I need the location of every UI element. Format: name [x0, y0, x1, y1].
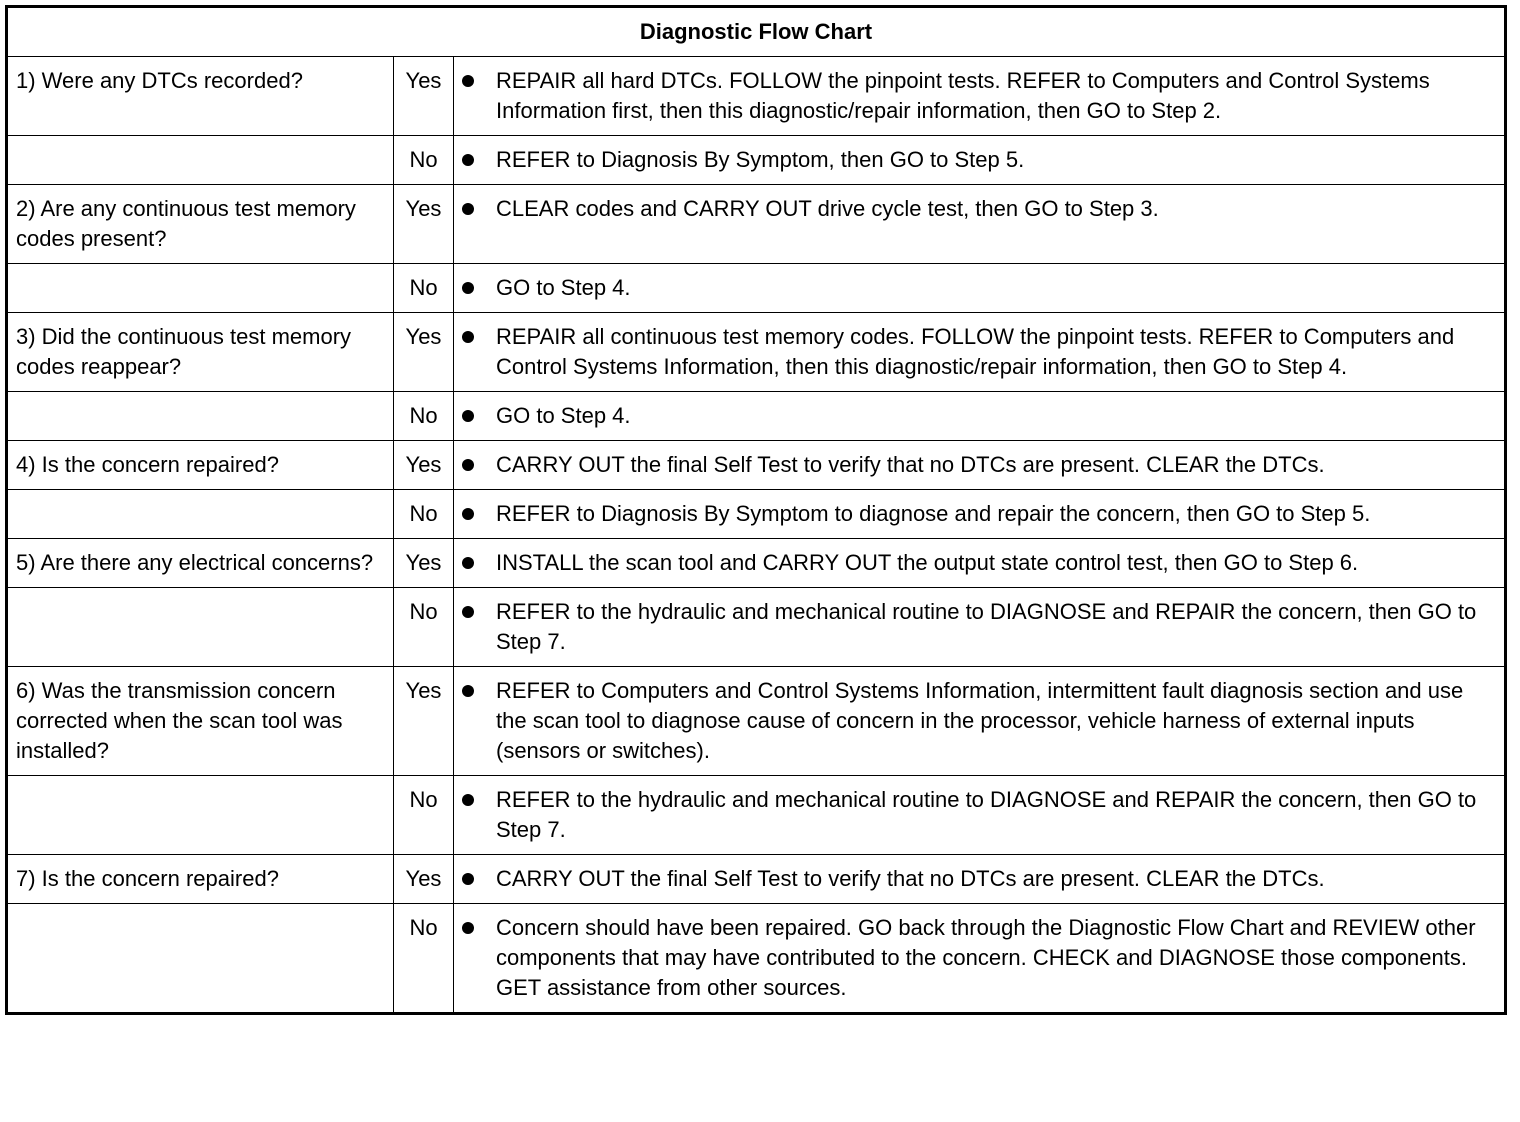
question-cell	[7, 588, 394, 667]
answer-cell: Yes	[394, 441, 454, 490]
table-row	[7, 441, 1506, 490]
action-cell	[454, 136, 1506, 185]
table-row	[7, 667, 1506, 776]
action-text: REFER to the hydraulic and mechanical routine to DIAGNOSE and REPAIR the concern, then GO to Step 7.	[496, 787, 1477, 842]
action-cell	[454, 588, 1506, 667]
action-text: CARRY OUT the final Self Test to verify that no DTCs are present. CLEAR the DTCs.	[496, 866, 1325, 891]
answer-cell: No	[394, 904, 454, 1014]
table-body	[7, 57, 1506, 1014]
question-cell: 5) Are there any electrical concerns?	[7, 539, 394, 588]
table-row	[7, 588, 1506, 667]
question-cell: 6) Was the transmission concern corrected when the scan tool was installed?	[7, 667, 394, 776]
table-row	[7, 185, 1506, 264]
action-text: GO to Step 4.	[496, 403, 631, 428]
table-row	[7, 313, 1506, 392]
action-cell	[454, 392, 1506, 441]
table-row	[7, 855, 1506, 904]
answer-cell: Yes	[394, 539, 454, 588]
answer-cell: No	[394, 136, 454, 185]
bullet-icon	[462, 410, 474, 422]
action-cell	[454, 313, 1506, 392]
action-cell	[454, 264, 1506, 313]
action-text: Concern should have been repaired. GO back through the Diagnostic Flow Chart and REVIEW other components that may have contributed to the concern. CHECK and DIAGNOSE those components. GET assistance from other sources.	[496, 915, 1476, 1000]
action-cell	[454, 904, 1506, 1014]
question-cell: 2) Are any continuous test memory codes present?	[7, 185, 394, 264]
answer-cell: No	[394, 264, 454, 313]
action-cell	[454, 185, 1506, 264]
action-cell	[454, 667, 1506, 776]
answer-cell: No	[394, 588, 454, 667]
table-row	[7, 136, 1506, 185]
bullet-icon	[462, 459, 474, 471]
action-cell	[454, 539, 1506, 588]
table-row	[7, 264, 1506, 313]
answer-cell: Yes	[394, 667, 454, 776]
action-text: GO to Step 4.	[496, 275, 631, 300]
answer-cell: Yes	[394, 855, 454, 904]
action-cell	[454, 441, 1506, 490]
question-cell: 3) Did the continuous test memory codes reappear?	[7, 313, 394, 392]
table-title: Diagnostic Flow Chart	[7, 7, 1506, 57]
table-row	[7, 57, 1506, 136]
question-cell: 1) Were any DTCs recorded?	[7, 57, 394, 136]
table-row	[7, 490, 1506, 539]
action-text: INSTALL the scan tool and CARRY OUT the output state control test, then GO to Step 6.	[496, 550, 1359, 575]
bullet-icon	[462, 922, 474, 934]
bullet-icon	[462, 154, 474, 166]
question-cell	[7, 490, 394, 539]
bullet-icon	[462, 75, 474, 87]
answer-cell: Yes	[394, 313, 454, 392]
bullet-icon	[462, 557, 474, 569]
action-text: REPAIR all hard DTCs. FOLLOW the pinpoint tests. REFER to Computers and Control Systems Information first, then this diagnostic/repair information, then GO to Step 2.	[496, 68, 1430, 123]
question-cell: 4) Is the concern repaired?	[7, 441, 394, 490]
question-cell	[7, 264, 394, 313]
answer-cell: No	[394, 392, 454, 441]
question-cell: 7) Is the concern repaired?	[7, 855, 394, 904]
bullet-icon	[462, 685, 474, 697]
diagnostic-flow-table	[5, 5, 1507, 1015]
table-row	[7, 904, 1506, 1014]
table-row	[7, 776, 1506, 855]
question-cell	[7, 136, 394, 185]
question-cell	[7, 776, 394, 855]
bullet-icon	[462, 873, 474, 885]
action-text: REFER to the hydraulic and mechanical routine to DIAGNOSE and REPAIR the concern, then GO to Step 7.	[496, 599, 1477, 654]
table-row	[7, 539, 1506, 588]
bullet-icon	[462, 794, 474, 806]
action-cell	[454, 57, 1506, 136]
bullet-icon	[462, 203, 474, 215]
action-cell	[454, 776, 1506, 855]
bullet-icon	[462, 282, 474, 294]
answer-cell: Yes	[394, 185, 454, 264]
answer-cell: Yes	[394, 57, 454, 136]
action-text: REFER to Diagnosis By Symptom, then GO to Step 5.	[496, 147, 1025, 172]
action-text: REPAIR all continuous test memory codes. FOLLOW the pinpoint tests. REFER to Computers and Control Systems Information, then this diagnostic/repair information, then GO to Step 4.	[496, 324, 1455, 379]
answer-cell: No	[394, 490, 454, 539]
action-text: REFER to Diagnosis By Symptom to diagnose and repair the concern, then GO to Step 5.	[496, 501, 1371, 526]
answer-cell: No	[394, 776, 454, 855]
table-row	[7, 392, 1506, 441]
title-row	[7, 7, 1506, 57]
action-text: CLEAR codes and CARRY OUT drive cycle test, then GO to Step 3.	[496, 196, 1159, 221]
action-cell	[454, 855, 1506, 904]
action-text: REFER to Computers and Control Systems Information, intermittent fault diagnosis section and use the scan tool to diagnose cause of concern in the processor, vehicle harness of external inputs (sensors or switches).	[496, 678, 1464, 763]
bullet-icon	[462, 508, 474, 520]
question-cell	[7, 392, 394, 441]
action-text: CARRY OUT the final Self Test to verify that no DTCs are present. CLEAR the DTCs.	[496, 452, 1325, 477]
action-cell	[454, 490, 1506, 539]
question-cell	[7, 904, 394, 1014]
bullet-icon	[462, 331, 474, 343]
bullet-icon	[462, 606, 474, 618]
